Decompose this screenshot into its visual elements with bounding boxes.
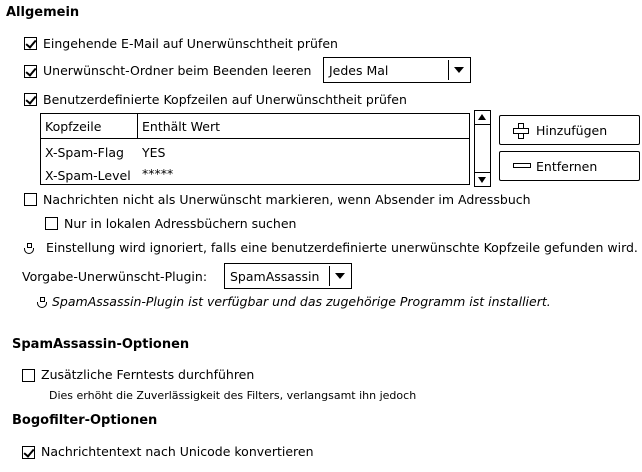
chevron-down-icon[interactable] [448,60,468,80]
table-row-2-value[interactable]: ***** [142,166,174,181]
plugin-info-text: SpamAssassin-Plugin ist verfügbar und das zugehörige Programm ist installiert. [52,294,551,309]
check-incoming-label[interactable]: Eingehende E-Mail auf Unerwünschtheit prüfen [43,36,338,51]
plus-icon [513,123,527,137]
not-mark-addressbook-checkbox[interactable] [24,193,37,206]
scroll-up-icon[interactable] [475,111,490,125]
custom-headers-checkbox[interactable] [24,93,37,106]
remote-tests-label[interactable]: Zusätzliche Ferntests durchführen [41,367,255,382]
remove-button[interactable] [499,151,640,181]
local-addressbooks-checkbox[interactable] [45,217,58,230]
general-heading: Allgemein [6,5,80,20]
default-plugin-select[interactable] [224,263,352,289]
default-plugin-label: Vorgabe-Unerwünscht-Plugin: [22,269,208,284]
header-table[interactable] [40,113,470,185]
table-row-1-value[interactable]: YES [142,145,166,160]
remote-tests-checkbox[interactable] [22,369,35,382]
info-icon [24,243,34,253]
empty-folder-label[interactable]: Unerwünscht-Ordner beim Beenden leeren [43,63,312,78]
bogofilter-heading: Bogofilter-Optionen [12,413,158,428]
unicode-checkbox[interactable] [22,446,35,459]
scroll-down-icon[interactable] [475,172,490,186]
empty-folder-checkbox[interactable] [24,65,37,78]
spamassassin-heading: SpamAssassin-Optionen [12,337,190,352]
add-button[interactable] [499,115,640,145]
table-row-2-header[interactable]: X-Spam-Level [45,168,131,183]
not-mark-addressbook-label[interactable]: Nachrichten nicht als Unerwünscht markieren, wenn Absender im Adressbuch [43,192,531,207]
table-scrollbar[interactable] [474,110,491,187]
custom-headers-label[interactable]: Benutzerdefinierte Kopfzeilen auf Unerwünschtheit prüfen [43,92,407,107]
column-header-value[interactable]: Enthält Wert [142,119,221,134]
unicode-label[interactable]: Nachrichtentext nach Unicode konvertieren [41,444,314,459]
info-icon [37,297,47,307]
check-incoming-checkbox[interactable] [24,37,37,50]
table-row-1-header[interactable]: X-Spam-Flag [45,145,124,160]
table-header [41,114,469,139]
empty-folder-select-value: Jedes Mal [329,63,389,78]
column-header-kopfzeile[interactable]: Kopfzeile [45,119,102,134]
minus-icon [513,163,531,168]
default-plugin-select-value: SpamAssassin [230,269,320,284]
local-addressbooks-label[interactable]: Nur in lokalen Adressbüchern suchen [64,216,297,231]
remote-tests-hint: Dies erhöht die Zuverlässigkeit des Filters, verlangsamt ihn jedoch [49,389,417,402]
add-button-label: Hinzufügen [536,123,608,138]
remove-button-label: Entfernen [536,159,598,174]
empty-folder-select[interactable] [323,57,471,83]
ignored-info-text: Einstellung wird ignoriert, falls eine benutzerdefinierte unerwünschte Kopfzeile gefunden wird. [46,240,638,255]
chevron-down-icon[interactable] [329,266,349,286]
